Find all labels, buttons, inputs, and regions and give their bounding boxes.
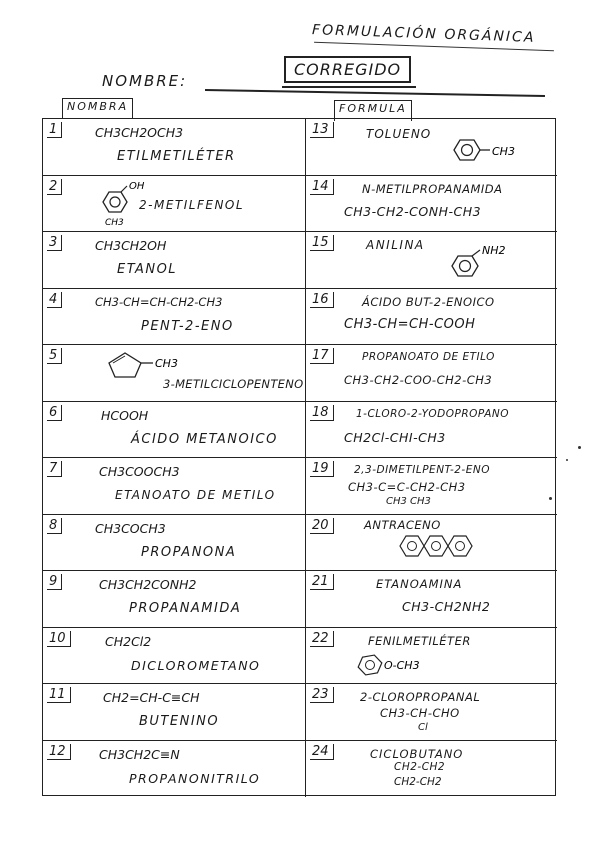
formula-text: CH2Cl2 — [105, 633, 152, 649]
item-number: 17 — [310, 348, 334, 364]
formula-text: CH3COCH3 — [95, 520, 166, 536]
item-number: 8 — [47, 518, 62, 534]
paper-speck — [578, 446, 581, 449]
table-cell — [43, 571, 306, 628]
table-cell — [306, 289, 557, 346]
formula-text: CH2Cl-CHI-CH3 — [344, 429, 446, 445]
substituent-text: Cl — [418, 722, 428, 733]
name-text: ETILMETILÉTER — [117, 149, 236, 164]
formula-text: CH3-CH=CH-COOH — [344, 316, 476, 332]
name-text: 1-CLORO-2-YODOPROPANO — [356, 407, 509, 420]
formula-text: CH2-CH2 — [394, 760, 446, 773]
item-number: 6 — [47, 405, 62, 421]
anthracene-icon — [394, 529, 474, 563]
name-text: ÁCIDO METANOICO — [131, 431, 278, 447]
formula-text: CH3COOCH3 — [99, 464, 180, 479]
table-cell — [43, 515, 306, 572]
name-text: PENT-2-ENO — [141, 318, 234, 334]
substituent-label: CH3 — [155, 357, 178, 370]
item-number: 22 — [310, 631, 334, 647]
table-cell — [43, 628, 306, 685]
formula-text: CH3-CH2NH2 — [402, 599, 491, 614]
formula-text: CH2-CH2 — [394, 775, 442, 788]
name-text: 2-CLOROPROPANAL — [360, 690, 481, 704]
item-number: 24 — [310, 744, 334, 760]
substituent-label: CH3 — [105, 217, 124, 228]
benzene-icon — [446, 135, 526, 165]
corregido-stamp: CORREGIDO — [284, 56, 411, 83]
item-number: 9 — [47, 574, 62, 590]
name-text: N-METILPROPANAMIDA — [362, 181, 503, 196]
formula-text: CH3-C=C-CH2-CH3 — [348, 480, 466, 494]
substituent-label: OH — [129, 180, 145, 192]
exercise-table — [42, 118, 556, 796]
item-number: 13 — [310, 122, 334, 138]
page-title: FORMULACIÓN ORGÁNICA — [311, 22, 536, 46]
formula-text: CH3-CH-CHO — [380, 706, 460, 720]
item-number: 4 — [47, 292, 62, 308]
table-cell — [43, 402, 306, 459]
item-number: 19 — [310, 461, 334, 477]
name-text: 2-METILFENOL — [139, 197, 245, 212]
substituent-text: CH3 CH3 — [386, 496, 431, 507]
formula-text: CH3-CH2-CONH-CH3 — [344, 203, 482, 219]
table-cell — [306, 628, 557, 685]
item-number: 23 — [310, 687, 334, 703]
table-cell — [306, 402, 557, 459]
table-cell — [306, 515, 557, 572]
formula-text: CH3CH2CONH2 — [99, 577, 197, 592]
table-cell — [306, 571, 557, 628]
name-text: ÁCIDO BUT-2-ENOICO — [362, 294, 495, 309]
table-cell — [43, 684, 306, 741]
item-number: 7 — [47, 461, 62, 477]
cyclopentene-icon — [99, 349, 219, 379]
item-number: 20 — [310, 518, 334, 534]
table-cell — [306, 176, 557, 233]
name-text: ETANOL — [117, 262, 178, 277]
name-text: CICLOBUTANO — [370, 746, 464, 761]
formula-text: CH3CH2C≡N — [99, 746, 180, 762]
table-cell — [43, 119, 306, 176]
paper-speck — [549, 497, 552, 500]
item-number: 18 — [310, 405, 334, 421]
item-number: 14 — [310, 179, 334, 195]
formula-text: CH3-CH2-COO-CH2-CH3 — [344, 373, 493, 387]
item-number: 1 — [47, 122, 62, 138]
substituent-label: O-CH3 — [384, 658, 420, 672]
benzene-icon — [352, 648, 472, 682]
table-cell — [43, 741, 306, 798]
name-text: PROPANONITRILO — [129, 770, 261, 786]
table-cell — [306, 741, 557, 798]
item-number: 12 — [47, 744, 71, 760]
table-cell — [306, 232, 557, 289]
name-text: ANILINA — [366, 238, 425, 252]
name-text: FENILMETILÉTER — [368, 633, 471, 648]
name-text: PROPANAMIDA — [129, 601, 242, 616]
name-text: ANTRACENO — [364, 517, 441, 532]
name-text: 2,3-DIMETILPENT-2-ENO — [354, 464, 490, 476]
name-text: ETANOATO DE METILO — [115, 488, 276, 502]
name-text: TOLUENO — [366, 127, 432, 141]
table-cell — [43, 458, 306, 515]
table-cell — [306, 119, 557, 176]
name-text: PROPANONA — [141, 544, 237, 560]
table-cell — [43, 289, 306, 346]
nombre-line — [205, 89, 545, 97]
benzene-icon — [444, 242, 534, 282]
item-number: 16 — [310, 292, 334, 308]
column-header-nombra: NOMBRA — [62, 98, 133, 119]
table-cell — [43, 176, 306, 233]
item-number: 15 — [310, 235, 334, 251]
item-number: 11 — [47, 687, 71, 703]
table-cell — [306, 458, 557, 515]
table-cell — [43, 345, 306, 402]
substituent-label: NH2 — [482, 244, 506, 257]
name-text: BUTENINO — [139, 714, 220, 729]
item-number: 10 — [47, 631, 71, 647]
name-text: ETANOAMINA — [376, 577, 463, 591]
name-text: 3-METILCICLOPENTENO — [163, 377, 304, 391]
item-number: 3 — [47, 235, 62, 251]
formula-text: CH3CH2OCH3 — [95, 125, 184, 140]
stamp-underline — [282, 86, 416, 88]
paper-speck — [566, 459, 568, 461]
item-number: 2 — [47, 179, 62, 195]
table-cell — [306, 684, 557, 741]
item-number: 5 — [47, 348, 62, 364]
formula-text: CH3CH2OH — [95, 238, 167, 253]
nombre-label: NOMBRE: — [102, 72, 188, 90]
formula-text: CH3-CH=CH-CH2-CH3 — [95, 294, 223, 309]
formula-text: HCOOH — [101, 407, 149, 423]
column-header-formula: FORMULA — [334, 100, 412, 121]
substituent-label: CH3 — [492, 145, 515, 158]
formula-text: CH2=CH-C≡CH — [103, 690, 200, 705]
name-text: DICLOROMETANO — [131, 657, 261, 673]
table-cell — [306, 345, 557, 402]
item-number: 21 — [310, 574, 334, 590]
table-cell — [43, 232, 306, 289]
name-text: PROPANOATO DE ETILO — [362, 351, 495, 363]
